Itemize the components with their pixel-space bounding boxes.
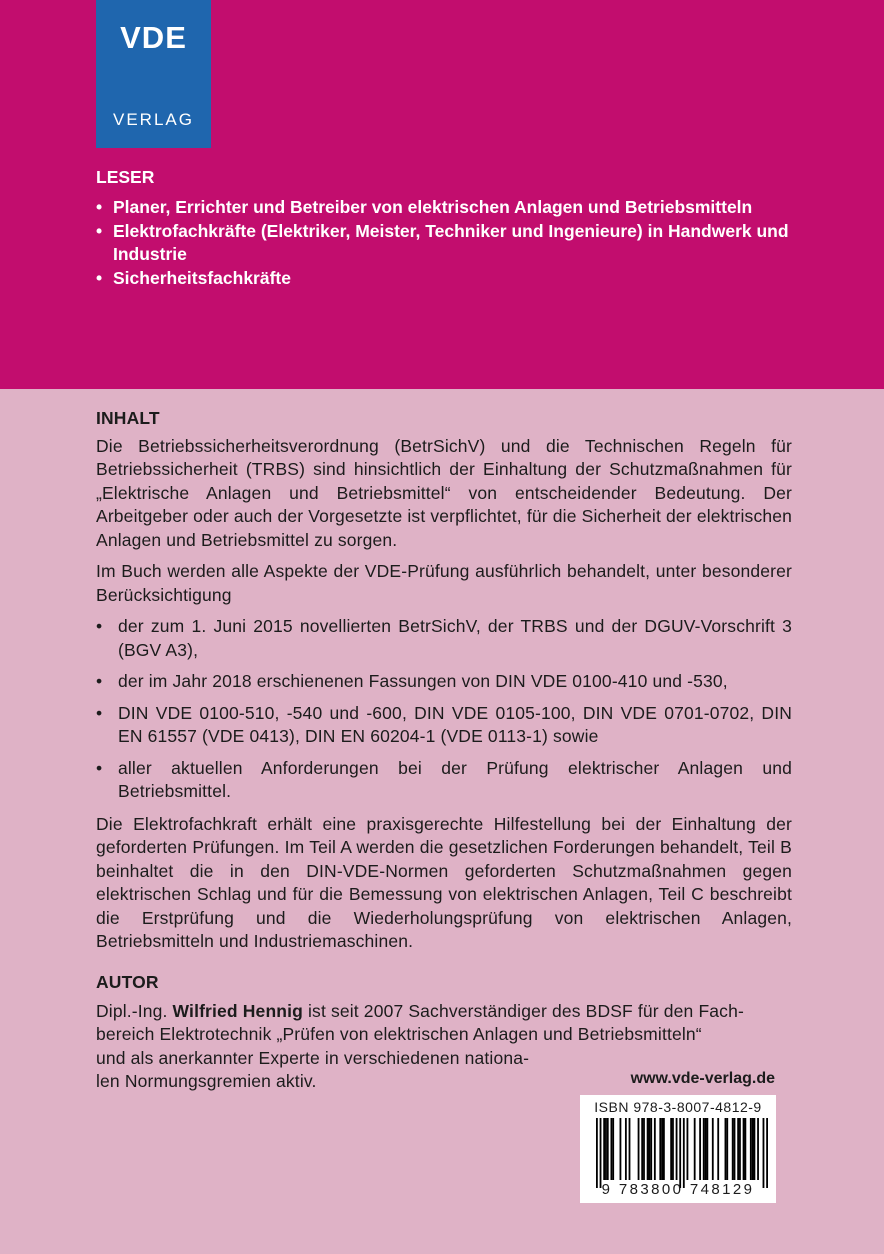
barcode-bar bbox=[643, 1118, 645, 1180]
barcode-bar bbox=[596, 1118, 598, 1188]
barcode-bar bbox=[647, 1118, 649, 1180]
inhalt-item: • aller aktuellen Anforderungen bei der Prüfung elektrischer Anlagen und Betriebsmittel. bbox=[96, 757, 792, 804]
barcode-bar bbox=[705, 1118, 707, 1180]
barcode-graphic bbox=[596, 1118, 768, 1188]
autor-heading: AUTOR bbox=[96, 972, 159, 992]
barcode-bar bbox=[726, 1118, 728, 1180]
barcode-bar bbox=[676, 1118, 678, 1180]
barcode-bar bbox=[744, 1118, 746, 1180]
barcode-bar bbox=[649, 1118, 651, 1180]
autor-name: Wilfried Hennig bbox=[172, 1000, 303, 1021]
leser-item: • Elektrofachkräfte (Elektriker, Meister, Techniker und Ingenieure) in Handwerk und Industrie bbox=[96, 220, 796, 267]
inhalt-item: • DIN VDE 0100-510, -540 und -600, DIN VDE 0105-100, DIN VDE 0701-0702, DIN EN 61557 (VDE 0413), DIN EN 60204-1 (VDE 0113-1) sowie bbox=[96, 702, 792, 749]
barcode-bar bbox=[717, 1118, 719, 1180]
autor-bio-line: len Normungsgremien aktiv. bbox=[96, 1071, 317, 1091]
barcode-bar bbox=[629, 1118, 631, 1180]
barcode-bar bbox=[670, 1118, 672, 1180]
inhalt-item: • der zum 1. Juni 2015 novellierten BetrSichV, der TRBS und der DGUV-Vorschrift 3 (BGV A3), bbox=[96, 615, 792, 662]
barcode-bar bbox=[757, 1118, 759, 1180]
isbn-label: ISBN 978-3-8007-4812-9 bbox=[594, 1099, 762, 1115]
autor-bio-text: ist seit 2007 Sachverständiger des BDSF für den Fach- bbox=[308, 1000, 744, 1021]
inhalt-list bbox=[96, 615, 792, 804]
logo-vde-text: VDE bbox=[120, 20, 187, 55]
barcode-bar bbox=[638, 1118, 640, 1180]
inhalt-item: • der im Jahr 2018 erschienenen Fassungen von DIN VDE 0100-410 und -530, bbox=[96, 670, 792, 694]
barcode-bar bbox=[739, 1118, 741, 1180]
barcode-bar bbox=[625, 1118, 627, 1180]
inhalt-paragraph-3: Die Elektrofachkraft erhält eine praxisgerechte Hilfestellung bei der Einhaltung der geforderten Prüfungen. Im Teil A werden die gesetzlichen Forderungen behandelt, Teil B beinhaltet die in den DIN-VDE-Normen geforderten Schutzmaßnahmen gegen elektrischen Schlag und für die Bemessung von elektrischen Anlagen, Teil C beschreibt die Erstprüfung und die Wiederholungsprüfung von elektrischen Anlagen, Betriebsmitteln und Industriemaschinen. bbox=[96, 813, 792, 951]
barcode-bar bbox=[661, 1118, 663, 1180]
barcode-bar bbox=[659, 1118, 661, 1180]
inhalt-paragraph-1: Die Betriebssicherheitsverordnung (BetrSichV) und die Technischen Regeln für Betriebssicherheit (TRBS) sind hinsichtlich der Einhaltung der Schutzmaßnahmen für „Elektrische Anlagen und Betriebsmittel“ von entscheidender Bedeutung. Der Arbeitgeber oder auch der Vorgesetzte ist verpflichtet, für die Sicherheit der elektrischen Anlagen und Betriebsmittel zu sorgen. bbox=[96, 435, 792, 550]
barcode-bar bbox=[763, 1118, 765, 1188]
isbn-barcode bbox=[580, 1095, 776, 1203]
autor-prefix: Dipl.-Ing. bbox=[96, 1000, 168, 1021]
barcode-bar bbox=[752, 1118, 754, 1180]
barcode-bar bbox=[612, 1118, 614, 1180]
ean-digits: 9 783800 748129 bbox=[601, 1181, 755, 1198]
leser-item: • Planer, Errichter und Betreiber von elektrischen Anlagen und Betriebsmitteln bbox=[96, 196, 796, 220]
barcode-bar bbox=[734, 1118, 736, 1180]
barcode-bar bbox=[703, 1118, 705, 1180]
barcode-bar bbox=[600, 1118, 602, 1188]
barcode-bar bbox=[654, 1118, 656, 1180]
barcode-bar bbox=[694, 1118, 696, 1180]
leser-heading: LESER bbox=[96, 167, 155, 187]
autor-bio-line: und als anerkannter Experte in verschiedenen nationa- bbox=[96, 1047, 530, 1068]
barcode-bar bbox=[732, 1118, 734, 1180]
leser-section bbox=[96, 167, 796, 290]
barcode-bar bbox=[750, 1118, 752, 1180]
inhalt-section bbox=[96, 407, 792, 962]
barcode-bar bbox=[620, 1118, 622, 1180]
barcode-bar bbox=[699, 1118, 701, 1180]
autor-bio-line: bereich Elektrotechnik „Prüfen von elektrischen Anlagen und Betriebsmitteln“ bbox=[96, 1024, 702, 1044]
inhalt-paragraph-2: Im Buch werden alle Aspekte der VDE-Prüfung ausführlich behandelt, unter besonderer Berücksichtigung bbox=[96, 561, 792, 605]
publisher-website: www.vde-verlag.de bbox=[630, 1070, 775, 1087]
barcode-bar bbox=[743, 1118, 745, 1180]
inhalt-heading: INHALT bbox=[96, 408, 160, 428]
barcode-bar bbox=[725, 1118, 727, 1180]
vde-verlag-logo bbox=[96, 0, 211, 148]
barcode-bar bbox=[672, 1118, 674, 1180]
barcode-bar bbox=[663, 1118, 665, 1180]
barcode-bar bbox=[607, 1118, 609, 1180]
leser-list bbox=[96, 196, 796, 290]
barcode-bar bbox=[679, 1118, 681, 1188]
barcode-bar bbox=[641, 1118, 643, 1180]
leser-item: • Sicherheitsfachkräfte bbox=[96, 267, 796, 291]
barcode-bar bbox=[754, 1118, 756, 1180]
barcode-bar bbox=[766, 1118, 768, 1188]
barcode-bar bbox=[683, 1118, 685, 1188]
barcode-bar bbox=[650, 1118, 652, 1180]
barcode-bar bbox=[603, 1118, 605, 1180]
barcode-bars bbox=[596, 1118, 768, 1188]
barcode-bar bbox=[706, 1118, 708, 1180]
barcode-bar bbox=[737, 1118, 739, 1180]
barcode-bar bbox=[605, 1118, 607, 1180]
barcode-bar bbox=[610, 1118, 612, 1180]
barcode-bar bbox=[712, 1118, 714, 1180]
barcode-bar bbox=[687, 1118, 689, 1180]
logo-verlag-text: VERLAG bbox=[113, 110, 194, 129]
